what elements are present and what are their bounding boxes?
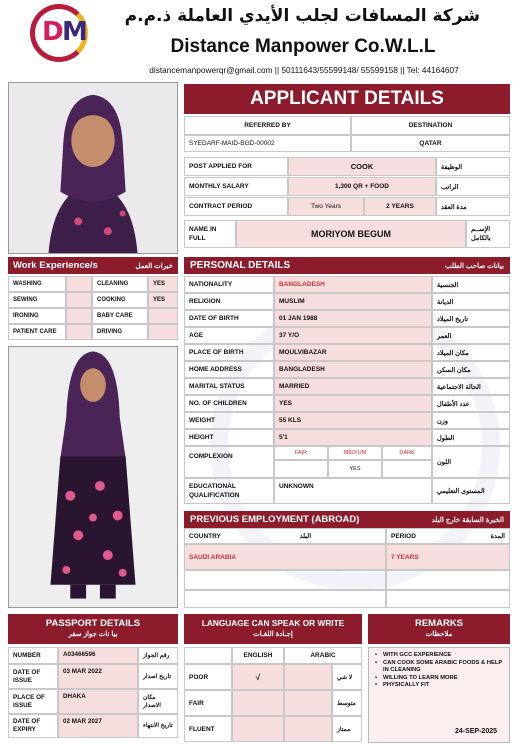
language-level-label: POOR <box>184 664 232 690</box>
language-title: LANGUAGE CAN SPEAK OR WRITE <box>201 618 345 628</box>
prev-country-label <box>184 528 386 544</box>
post-applied-label: POST APPLIED FOR <box>184 157 288 176</box>
personal-field-label: MARITAL STATUS <box>184 378 274 395</box>
previous-employment-header <box>184 511 510 528</box>
contract-period-value: Two Years <box>288 197 364 216</box>
complexion-fair: FAIR <box>274 446 328 460</box>
language-arabic-mark <box>284 664 332 690</box>
complexion-fair-mark <box>274 460 328 478</box>
passport-field-label: NUMBER <box>8 647 58 664</box>
personal-field-value: MARRIED <box>274 378 432 395</box>
remark-text: PHYSICALLY FIT <box>383 682 430 688</box>
language-arabic-mark <box>284 716 332 742</box>
language-title-ar: إجـادة اللغـات <box>253 631 293 638</box>
personal-field-value: 37 Y/O <box>274 327 432 344</box>
monthly-salary-label: MONTHLY SALARY <box>184 177 288 196</box>
personal-field-label: AGE <box>184 327 274 344</box>
contract-period-label: CONTRACT PERIOD <box>184 197 288 216</box>
work-skill-value <box>66 276 92 292</box>
page-title <box>184 84 510 114</box>
passport-field-label: DATE OF ISSUE <box>8 664 58 689</box>
personal-field-label: PLACE OF BIRTH <box>184 344 274 361</box>
full-name-label: NAME IN FULL <box>184 220 236 248</box>
passport-header <box>8 614 178 644</box>
personal-field-value: MUSLIM <box>274 293 432 310</box>
contract-period-ar: مدة العقد <box>436 197 510 216</box>
remark-text: WITH GCC EXPERIENCE <box>383 652 452 658</box>
full-name-value: MORIYOM BEGUM <box>236 220 466 248</box>
personal-field-ar: وزن <box>432 412 510 429</box>
prev-empty-row <box>386 590 510 608</box>
passport-field-label: DATE OF EXPIRY <box>8 714 58 738</box>
personal-field-value: MOULVIBAZAR <box>274 344 432 361</box>
personal-field-ar: الديانة <box>432 293 510 310</box>
passport-field-ar: رقم الجواز <box>138 647 178 664</box>
personal-field-ar: مكان السكن <box>432 361 510 378</box>
applicant-full-body-photo <box>8 346 178 608</box>
monthly-salary-value: 1,300 QR + FOOD <box>288 177 436 196</box>
personal-field-value: 01 JAN 1988 <box>274 310 432 327</box>
work-skill-label: CLEANING <box>92 276 148 292</box>
work-skill-label: DRIVING <box>92 324 148 340</box>
personal-field-value: YES <box>274 395 432 412</box>
work-experience-header <box>8 257 178 274</box>
bullet-icon: • <box>375 659 378 666</box>
language-english-mark <box>232 690 284 716</box>
personal-field-label: NATIONALITY <box>184 276 274 293</box>
language-col-english: ENGLISH <box>232 647 284 664</box>
education-value: UNKNOWN <box>274 478 432 504</box>
prev-country-label-ar: البلد <box>299 533 311 540</box>
contact-line: distancemanpowerqr@gmail.com || 50111643/55599148/ 55599158 || Tel: 44164607 <box>149 65 459 75</box>
company-name-arabic: شركة المسافات لجلب الأيدي العاملة ذ.م.م <box>124 6 480 26</box>
prev-empty-row <box>184 590 386 608</box>
work-experience-title: Work Experience/s <box>13 260 98 271</box>
language-level-ar: متوسط <box>332 690 362 716</box>
language-header <box>184 614 362 644</box>
complexion-label: COMPLEXION <box>184 446 274 478</box>
prev-country-label-text: COUNTRY <box>189 532 221 540</box>
personal-field-ar: العمر <box>432 327 510 344</box>
prev-country-value: SAUDI ARABIA <box>184 544 386 570</box>
work-skill-label: BABY CARE <box>92 308 148 324</box>
work-skill-label: SEWING <box>8 292 66 308</box>
passport-title: PASSPORT DETAILS <box>45 618 141 629</box>
personal-field-label: RELIGION <box>184 293 274 310</box>
personal-field-ar: عدد الأطفال <box>432 395 510 412</box>
passport-field-label: PLACE OF ISSUE <box>8 689 58 714</box>
personal-field-value: BANGLADESH <box>274 361 432 378</box>
personal-field-ar: مكان الميلاد <box>432 344 510 361</box>
language-arabic-mark <box>284 690 332 716</box>
work-skill-value <box>148 308 178 324</box>
work-experience-title-ar: خبرات العمل <box>135 262 173 270</box>
passport-field-value: A03466596 <box>58 647 138 664</box>
personal-field-ar: تاريخ الميلاد <box>432 310 510 327</box>
personal-field-value: BANGLADESH <box>274 276 432 293</box>
work-skill-label: PATIENT CARE <box>8 324 66 340</box>
personal-field-ar: الحالة الاجتماعية <box>432 378 510 395</box>
language-level-ar: لا شي <box>332 664 362 690</box>
remarks-title: REMARKS <box>414 618 464 629</box>
passport-field-value: 03 MAR 2022 <box>58 664 138 689</box>
remark-text: WILLING TO LEARN MORE <box>383 674 458 681</box>
work-skill-value <box>66 324 92 340</box>
passport-field-ar: تاريخ الانتهاء <box>138 714 178 738</box>
previous-employment-title: PREVIOUS EMPLOYMENT (ABROAD) <box>190 514 360 525</box>
passport-field-ar: مكان الاصدار <box>138 689 178 714</box>
language-level-label: FAIR <box>184 690 232 716</box>
work-skill-value: YES <box>148 276 178 292</box>
prev-period-label <box>386 528 510 544</box>
personal-field-value: 55 KLS <box>274 412 432 429</box>
work-skill-value <box>66 308 92 324</box>
contract-period-years: 2 YEARS <box>364 197 436 216</box>
work-skill-label: COOKING <box>92 292 148 308</box>
monthly-salary-ar: الراتب <box>436 177 510 196</box>
personal-field-ar: الطول <box>432 429 510 446</box>
bullet-icon: • <box>375 682 378 688</box>
personal-field-label: HEIGHT <box>184 429 274 446</box>
work-skill-value <box>66 292 92 308</box>
passport-field-value: DHAKA <box>58 689 138 714</box>
remark-item <box>375 682 505 690</box>
prev-period-label-ar: المدة <box>490 533 505 540</box>
personal-field-label: DATE OF BIRTH <box>184 310 274 327</box>
personal-field-value: 5'1 <box>274 429 432 446</box>
language-english-mark <box>232 716 284 742</box>
personal-field-ar: الجنسية <box>432 276 510 293</box>
applicant-portrait-photo <box>8 82 178 254</box>
personal-details-header <box>184 257 510 274</box>
personal-field-label: NO. OF CHILDREN <box>184 395 274 412</box>
complexion-dark: DARK <box>382 446 432 460</box>
complexion-ar: اللون <box>432 446 510 478</box>
complexion-selected: YES <box>328 460 382 478</box>
full-name-ar: الإســم بالكامل <box>466 220 510 248</box>
language-level-label: FLUENT <box>184 716 232 742</box>
remark-item <box>375 675 505 683</box>
education-ar: المستوى التعليمي <box>432 478 510 504</box>
remark-text: CAN COOK SOME ARABIC FOODS & HELP IN CLEANING <box>383 659 503 673</box>
prev-empty-row <box>184 570 386 590</box>
page-title-text: APPLICANT DETAILS <box>250 88 444 109</box>
prev-empty-row <box>386 570 510 590</box>
remarks-box <box>368 647 510 743</box>
referred-by-label: REFERRED BY <box>184 116 351 135</box>
post-applied-ar: الوظيفة <box>436 157 510 176</box>
company-name-english: Distance Manpower Co.W.L.L <box>170 36 436 57</box>
complexion-dark-mark <box>382 460 432 478</box>
remarks-header <box>368 614 510 644</box>
passport-title-ar: بيا نات جواز سفر <box>68 631 118 638</box>
work-skill-value: YES <box>148 292 178 308</box>
prev-period-label-text: PERIOD <box>391 532 416 540</box>
bullet-icon: • <box>375 674 378 681</box>
personal-details-title: PERSONAL DETAILS <box>190 260 291 271</box>
remark-item <box>375 652 505 660</box>
remark-item <box>375 660 505 675</box>
personal-field-label: WEIGHT <box>184 412 274 429</box>
destination-value: QATAR <box>351 135 510 152</box>
passport-field-ar: تاريخ اصدار <box>138 664 178 689</box>
complexion-medium: MEDIUM <box>328 446 382 460</box>
work-skill-label: WASHING <box>8 276 66 292</box>
post-applied-value: COOK <box>288 157 436 176</box>
prev-period-value: 7 YEARS <box>386 544 510 570</box>
bullet-icon: • <box>375 652 378 658</box>
remarks-list <box>369 648 509 690</box>
language-english-mark: √ <box>232 664 284 690</box>
remarks-title-ar: ملاحظات <box>425 631 453 638</box>
previous-employment-title-ar: الخبرة السابقة خارج البلد <box>431 516 504 524</box>
language-corner <box>184 647 232 664</box>
remarks-date: 24-SEP-2025 <box>454 728 497 735</box>
personal-details-title-ar: بيانات صاحب الطلب <box>444 262 504 270</box>
education-label: EDUCATIONAL QUALIFICATION <box>184 478 274 504</box>
work-skill-label: IRONING <box>8 308 66 324</box>
work-skill-value <box>148 324 178 340</box>
referred-by-value: SYEDARF-MAID-BGD-00002 <box>184 135 351 152</box>
language-level-ar: ممتاز <box>332 716 362 742</box>
passport-field-value: 02 MAR 2027 <box>58 714 138 738</box>
destination-label: DESTINATION <box>351 116 510 135</box>
language-col-arabic: ARABIC <box>284 647 362 664</box>
personal-field-label: HOME ADDRESS <box>184 361 274 378</box>
